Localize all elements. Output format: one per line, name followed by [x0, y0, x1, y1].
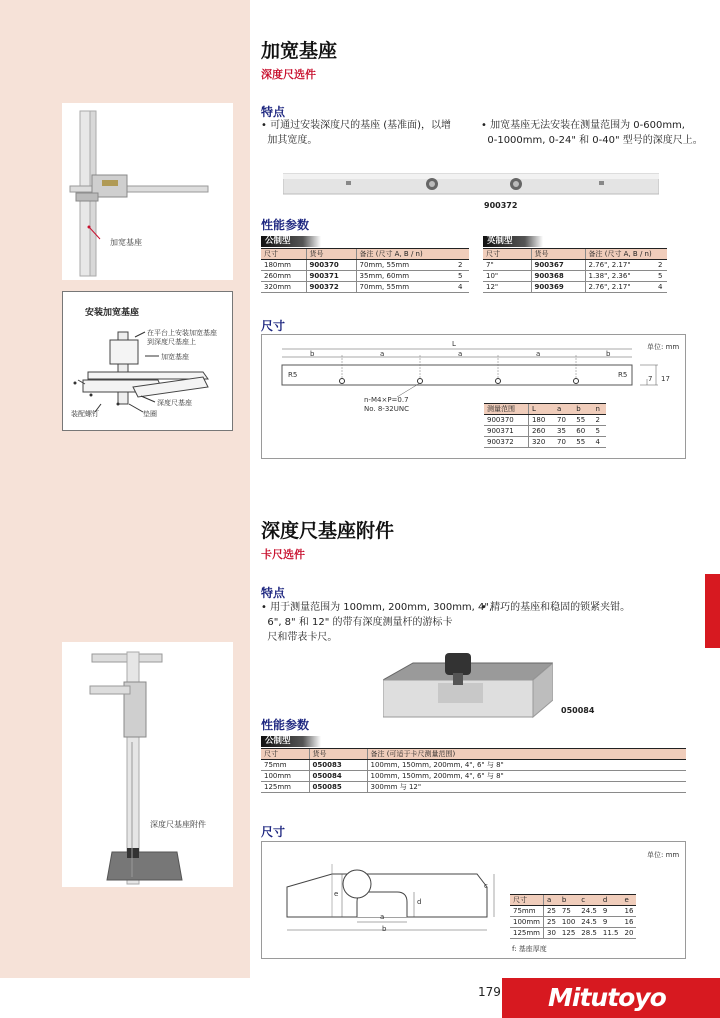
table-row: [510, 917, 636, 928]
table-cell: 5: [655, 271, 667, 282]
unit-label-2: 单位: mm: [647, 851, 680, 859]
section1-spec-heading: 性能参数: [261, 218, 310, 232]
section1-title: 加宽基座: [261, 40, 338, 62]
table-cell: 260: [528, 426, 554, 437]
section1-features-heading: 特点: [261, 105, 286, 119]
table-cell: 2: [455, 260, 469, 271]
dim-r5-right: R5: [618, 371, 628, 379]
table-header: [455, 249, 469, 260]
table-header: 尺寸: [261, 249, 306, 260]
table-cell: 11.5: [600, 928, 622, 939]
section2-subtitle: 卡尺选件: [261, 548, 305, 561]
table-row: [261, 782, 686, 793]
table-row: [484, 415, 606, 426]
table-cell: 70mm, 55mm: [356, 282, 455, 293]
dim-height-7: 7: [648, 375, 653, 383]
table-cell: 20: [621, 928, 636, 939]
table-cell: 30: [544, 928, 559, 939]
table-header: 货号: [309, 749, 367, 760]
table-cell: 70: [554, 415, 573, 426]
table-cell: 10": [483, 271, 531, 282]
table-header: e: [621, 895, 636, 906]
table-cell: 260mm: [261, 271, 306, 282]
table-cell: 300mm 与 12": [367, 782, 686, 793]
table-cell: 35mm, 60mm: [356, 271, 455, 282]
table-cell: 70: [554, 437, 573, 448]
table-cell: 75mm: [510, 906, 544, 917]
table-cell: 900368: [531, 271, 585, 282]
table-header: n: [592, 404, 606, 415]
table-row: [483, 271, 667, 282]
table-cell: 60: [573, 426, 592, 437]
table-cell: 125mm: [261, 782, 309, 793]
install-label-base: 加宽基座: [161, 353, 189, 361]
section2-feature-1: • 用于测量范围为 100mm, 200mm, 300mm, 4", 6", 8" 和 12" 的带有深度测量杆的游标卡 尺和带表卡尺。: [261, 602, 493, 643]
table-cell: 2: [592, 415, 606, 426]
table-cell: 900367: [531, 260, 585, 271]
install-note-2: 到深度尺基座上: [147, 338, 196, 346]
install-label-screw: 装配螺钉: [71, 410, 99, 418]
table-cell: 12": [483, 282, 531, 293]
table-cell: 35: [554, 426, 573, 437]
table-header: 备注 (尺寸 A, B / n): [585, 249, 655, 260]
table-cell: 75: [559, 906, 578, 917]
table-cell: 100: [559, 917, 578, 928]
dim2-c: c: [484, 882, 488, 890]
table-cell: 4: [455, 282, 469, 293]
section1-dim-heading: 尺寸: [261, 319, 286, 333]
table-cell: 2.76", 2.17": [585, 260, 655, 271]
table-cell: 180mm: [261, 260, 306, 271]
table-header: 货号: [306, 249, 356, 260]
table-cell: 4: [592, 437, 606, 448]
table-header: 尺寸: [510, 895, 544, 906]
install-label-gauge: 深度尺基座: [157, 399, 192, 407]
install-diagram: [62, 291, 233, 431]
table-row: [510, 906, 636, 917]
thread-metric: n-M4×P=0.7: [364, 396, 409, 404]
table-cell: 70mm, 55mm: [356, 260, 455, 271]
dim2-e: e: [334, 890, 339, 898]
table-cell: 16: [621, 917, 636, 928]
table-cell: 900370: [484, 415, 528, 426]
install-label-washer: 垫圈: [143, 410, 157, 418]
left-photo-label-2: 深度尺基座附件: [150, 820, 206, 829]
table-header: [655, 249, 667, 260]
table-cell: 125: [559, 928, 578, 939]
dim-height-17: 17: [661, 375, 670, 383]
section2-dim-heading: 尺寸: [261, 825, 286, 839]
section1-feature-2: • 加宽基座无法安装在测量范围为 0-600mm, 0-1000mm, 0-24" 和 0-40" 型号的深度尺上。: [481, 120, 703, 146]
section1-subtitle: 深度尺选件: [261, 68, 316, 81]
brand-logo: Mitutoyo: [548, 983, 666, 1012]
dim-b-right: b: [606, 350, 611, 358]
table-row: [483, 260, 667, 271]
table-cell: 050083: [309, 760, 367, 771]
table-cell: 2: [655, 260, 667, 271]
page-number: 179: [478, 985, 501, 999]
table-header: L: [528, 404, 554, 415]
table-row: [261, 760, 686, 771]
section2-title: 深度尺基座附件: [261, 520, 395, 542]
table-cell: 050085: [309, 782, 367, 793]
table-header: c: [578, 895, 600, 906]
left-photo-label-1: 加宽基座: [110, 238, 142, 247]
install-title: 安装加宽基座: [85, 308, 140, 318]
table-header: d: [600, 895, 622, 906]
table-header: 尺寸: [483, 249, 531, 260]
unit-label: 单位: mm: [647, 343, 680, 351]
metric-type-tag-2: 公制型: [261, 736, 321, 747]
section2-features-heading: 特点: [261, 586, 286, 600]
table-header: 备注 (可适于卡尺测量范围): [367, 749, 686, 760]
depth-gauge-photo: [62, 103, 233, 280]
table-cell: 900370: [306, 260, 356, 271]
dim-table-2: [510, 894, 636, 939]
table-header: 测量范围: [484, 404, 528, 415]
table-cell: 900372: [306, 282, 356, 293]
table-cell: 24.5: [578, 906, 600, 917]
extension-base-dim-svg: [262, 335, 687, 460]
extension-base-photo: [283, 171, 659, 197]
table-cell: 55: [573, 437, 592, 448]
side-tab: [705, 574, 720, 648]
depth-gauge-illustration: [62, 103, 233, 280]
caliper-illustration: [62, 642, 233, 887]
dim2-a: a: [380, 913, 385, 921]
base-attachment-photo: [383, 645, 553, 720]
footnote: f: 基座厚度: [512, 945, 547, 953]
table-header: a: [544, 895, 559, 906]
table-cell: 16: [621, 906, 636, 917]
table-row: [261, 260, 469, 271]
table-cell: 25: [544, 906, 559, 917]
table-cell: 2.76", 2.17": [585, 282, 655, 293]
table-cell: 050084: [309, 771, 367, 782]
table-cell: 900372: [484, 437, 528, 448]
inch-spec-table: [483, 248, 667, 293]
dim-L: L: [452, 340, 456, 348]
dim-r5-left: R5: [288, 371, 298, 379]
table-cell: 75mm: [261, 760, 309, 771]
dim-a-2: a: [458, 350, 463, 358]
table-cell: 100mm, 150mm, 200mm, 4", 6" 与 8": [367, 760, 686, 771]
inch-type-tag: 英制型: [483, 236, 543, 247]
table-cell: 320mm: [261, 282, 306, 293]
table-cell: 9: [600, 906, 622, 917]
table-cell: 25: [544, 917, 559, 928]
section2-feature-2: • 精巧的基座和稳固的锁紧夹钳。: [481, 602, 631, 613]
table-cell: 900371: [306, 271, 356, 282]
extension-base-code: 900372: [484, 201, 518, 210]
table-cell: 125mm: [510, 928, 544, 939]
dim-a-1: a: [380, 350, 385, 358]
table-header: 货号: [531, 249, 585, 260]
table-cell: 7": [483, 260, 531, 271]
section1-feature-1: • 可通过安装深度尺的基座 (基准面)，以增 加其宽度。: [261, 120, 452, 146]
dim-b-left: b: [310, 350, 315, 358]
table-header: b: [573, 404, 592, 415]
install-note-1: 在平台上安装加宽基座: [147, 329, 217, 337]
caliper-photo: [62, 642, 233, 887]
table-cell: 5: [592, 426, 606, 437]
table-cell: 55: [573, 415, 592, 426]
dim-a-3: a: [536, 350, 541, 358]
table-row: [510, 928, 636, 939]
base-attachment-spec-table: [261, 748, 686, 793]
table-row: [261, 282, 469, 293]
section2-dim-drawing: [261, 841, 686, 959]
table-row: [484, 437, 606, 448]
section2-spec-heading: 性能参数: [261, 718, 310, 732]
table-cell: 4: [655, 282, 667, 293]
table-cell: 100mm: [510, 917, 544, 928]
section1-dim-drawing: [261, 334, 686, 459]
base-attachment-code: 050084: [561, 706, 595, 715]
table-cell: 100mm: [261, 771, 309, 782]
table-header: 尺寸: [261, 749, 309, 760]
table-row: [261, 271, 469, 282]
table-row: [261, 771, 686, 782]
table-header: 备注 (尺寸 A, B / n): [356, 249, 455, 260]
table-cell: 5: [455, 271, 469, 282]
dim-table-1: [484, 403, 606, 448]
table-cell: 900371: [484, 426, 528, 437]
table-header: a: [554, 404, 573, 415]
metric-type-tag: 公制型: [261, 236, 321, 247]
thread-inch: No. 8-32UNC: [364, 405, 409, 413]
table-cell: 1.38", 2.36": [585, 271, 655, 282]
table-cell: 24.5: [578, 917, 600, 928]
table-cell: 28.5: [578, 928, 600, 939]
dim2-d: d: [417, 898, 422, 906]
table-row: [483, 282, 667, 293]
table-cell: 900369: [531, 282, 585, 293]
table-header: b: [559, 895, 578, 906]
table-row: [484, 426, 606, 437]
table-cell: 320: [528, 437, 554, 448]
dim2-b: b: [382, 925, 387, 933]
table-cell: 9: [600, 917, 622, 928]
table-cell: 100mm, 150mm, 200mm, 4", 6" 与 8": [367, 771, 686, 782]
metric-spec-table: [261, 248, 469, 293]
table-cell: 180: [528, 415, 554, 426]
